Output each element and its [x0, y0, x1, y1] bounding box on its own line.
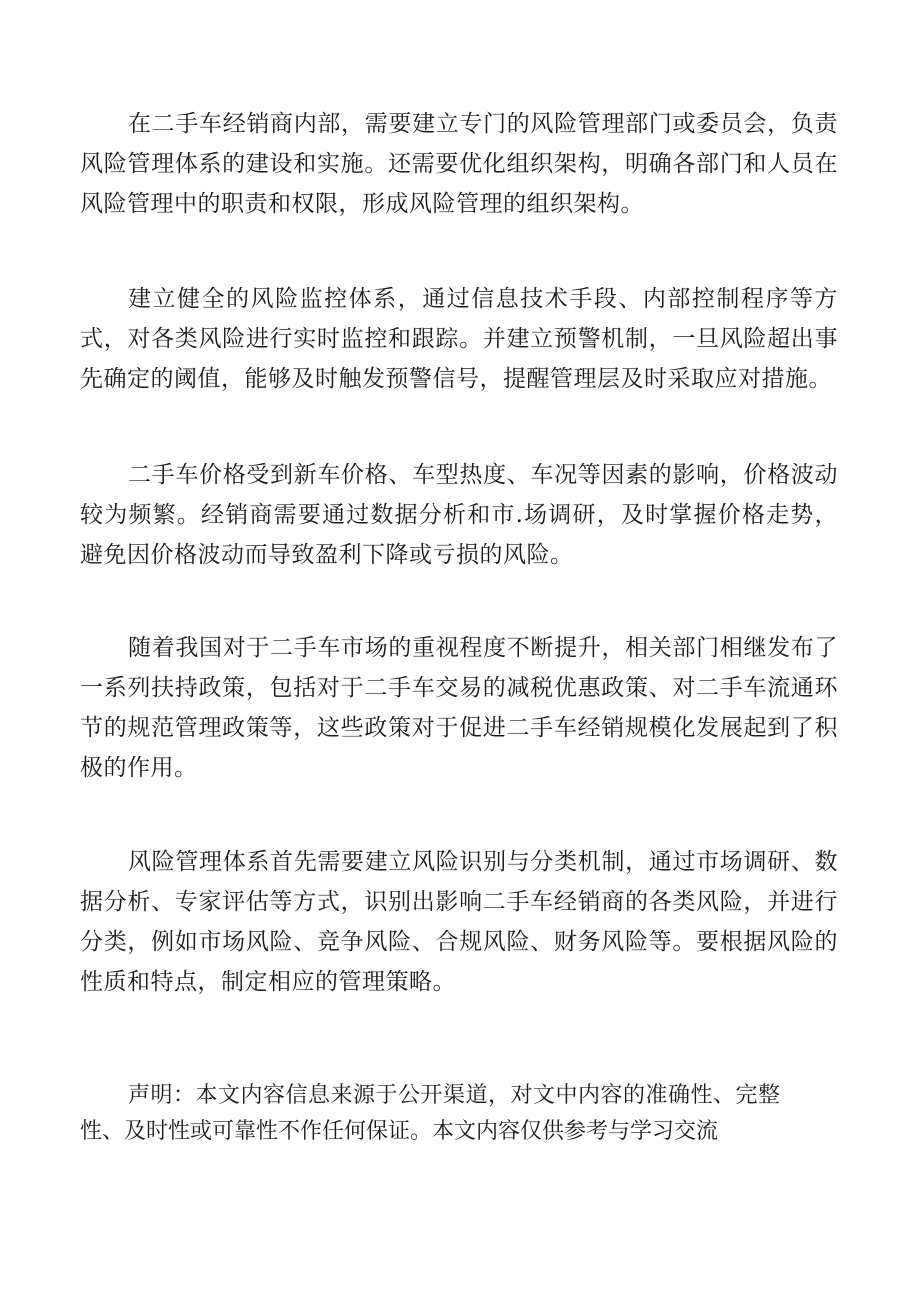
- paragraph-policy: 随着我国对于二手车市场的重视程度不断提升，相关部门相继发布了一系列扶持政策，包括对于二手车交易的减税优惠政策、对二手车流通环节的规范管理政策等，这些政策对于促进二手车经销规模化发展起到了积极的作用。: [80, 635, 838, 781]
- disclaimer-notice: 声明：本文内容信息来源于公开渠道，对文中内容的准确性、完整性、及时性或可靠性不作任何保证。本文内容仅供参考与学习交流: [80, 1083, 780, 1144]
- paragraph-risk-identification: 风险管理体系首先需要建立风险识别与分类机制，通过市场调研、数据分析、专家评估等方式，识别出影响二手车经销商的各类风险，并进行分类，例如市场风险、竞争风险、合规风险、财务风险等。要根据风险的性质和特点，制定相应的管理策略。: [80, 849, 838, 995]
- paragraph-price-risk: 二手车价格受到新车价格、车型热度、车况等因素的影响，价格波动较为频繁。经销商需要通过数据分析和市.场调研，及时掌握价格走势，避免因价格波动而导致盈利下降或亏损的风险。: [80, 462, 838, 568]
- paragraph-organization: 在二手车经销商内部，需要建立专门的风险管理部门或委员会，负责风险管理体系的建设和实施。还需要优化组织架构，明确各部门和人员在风险管理中的职责和权限，形成风险管理的组织架构。: [80, 111, 838, 217]
- paragraph-monitoring: 建立健全的风险监控体系，通过信息技术手段、内部控制程序等方式，对各类风险进行实时监控和跟踪。并建立预警机制，一旦风险超出事先确定的阈值，能够及时触发预警信号，提醒管理层及时采取应对措施。: [80, 286, 838, 392]
